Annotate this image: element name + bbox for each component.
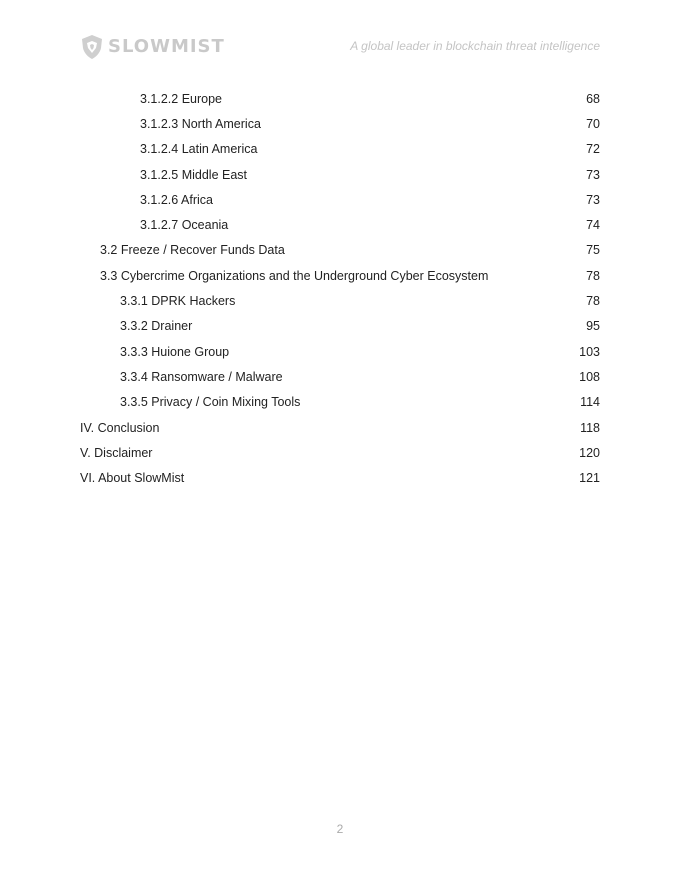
toc-entry-page: 75 bbox=[586, 243, 600, 258]
toc-entry-title: 3.1.2.2 Europe bbox=[140, 91, 223, 106]
toc-entry-title: IV. Conclusion bbox=[80, 420, 160, 435]
logo-text: SLOWMIST bbox=[108, 36, 225, 57]
toc-entry-title: 3.3.5 Privacy / Coin Mixing Tools bbox=[120, 395, 301, 410]
toc-entry[interactable] bbox=[80, 162, 600, 187]
toc-entry-title: 3.1.2.5 Middle East bbox=[140, 167, 248, 182]
table-of-contents bbox=[80, 86, 600, 491]
toc-entry-page: 73 bbox=[586, 192, 600, 207]
toc-entry-page: 68 bbox=[586, 91, 600, 106]
toc-entry-page: 114 bbox=[580, 395, 600, 410]
page-number: 2 bbox=[336, 822, 344, 836]
toc-entry[interactable] bbox=[80, 86, 600, 111]
toc-entry-page: 70 bbox=[586, 116, 600, 131]
toc-entry-page: 78 bbox=[586, 294, 600, 309]
toc-entry-title: 3.1.2.6 Africa bbox=[140, 192, 213, 207]
toc-entry-page: 78 bbox=[586, 268, 600, 283]
header-tagline: A global leader in blockchain threat intelligence bbox=[350, 39, 600, 53]
toc-entry-title: 3.3.2 Drainer bbox=[120, 319, 193, 334]
toc-entry-page: 118 bbox=[580, 420, 600, 435]
toc-entry-page: 73 bbox=[586, 167, 600, 182]
toc-entry-title: 3.3.1 DPRK Hackers bbox=[120, 294, 236, 309]
toc-entry-title: 3.3.4 Ransomware / Malware bbox=[120, 369, 283, 384]
toc-entry-title: V. Disclaimer bbox=[80, 445, 153, 460]
toc-entry-page: 95 bbox=[586, 319, 600, 334]
slowmist-logo bbox=[80, 34, 225, 60]
toc-entry[interactable] bbox=[80, 415, 600, 440]
toc-entry[interactable] bbox=[80, 288, 600, 313]
toc-entry[interactable] bbox=[80, 187, 600, 212]
toc-entry-title: 3.3 Cybercrime Organizations and the Underground Cyber Ecosystem bbox=[100, 268, 489, 283]
toc-entry[interactable] bbox=[80, 465, 600, 490]
toc-entry[interactable] bbox=[80, 339, 600, 364]
toc-entry-page: 108 bbox=[579, 369, 600, 384]
toc-entry-title: VI. About SlowMist bbox=[80, 471, 185, 486]
toc-entry[interactable] bbox=[80, 111, 600, 136]
toc-entry-title: 3.3.3 Huione Group bbox=[120, 344, 230, 359]
toc-entry[interactable] bbox=[80, 390, 600, 415]
toc-entry[interactable] bbox=[80, 238, 600, 263]
page-header bbox=[0, 0, 680, 80]
shield-icon bbox=[80, 34, 104, 60]
toc-entry[interactable] bbox=[80, 364, 600, 389]
toc-entry-page: 72 bbox=[586, 142, 600, 157]
toc-entry-page: 74 bbox=[586, 218, 600, 233]
toc-entry-title: 3.1.2.3 North America bbox=[140, 116, 261, 131]
toc-entry[interactable] bbox=[80, 137, 600, 162]
toc-entry-title: 3.1.2.7 Oceania bbox=[140, 218, 229, 233]
toc-entry-page: 120 bbox=[579, 445, 600, 460]
toc-entry[interactable] bbox=[80, 314, 600, 339]
toc-entry-page: 103 bbox=[579, 344, 600, 359]
toc-entry-page: 121 bbox=[579, 471, 600, 486]
toc-entry[interactable] bbox=[80, 212, 600, 237]
toc-entry[interactable] bbox=[80, 263, 600, 288]
toc-entry-title: 3.2 Freeze / Recover Funds Data bbox=[100, 243, 285, 258]
toc-entry-title: 3.1.2.4 Latin America bbox=[140, 142, 258, 157]
toc-entry[interactable] bbox=[80, 440, 600, 465]
